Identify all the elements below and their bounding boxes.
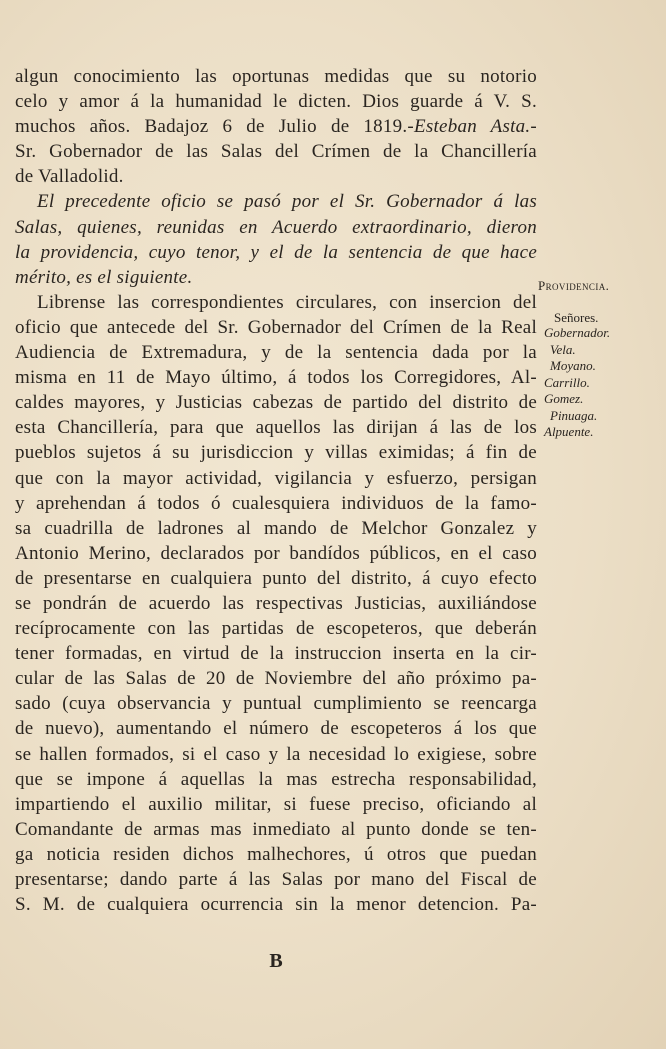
- main-text: [15, 64, 537, 917]
- text-segment: -: [530, 116, 537, 138]
- text-line: [15, 767, 537, 792]
- margin-name: Alpuente.: [544, 424, 594, 439]
- text-segment: impartiendo el auxilio militar, si fuese preciso, oficiando al: [15, 793, 537, 815]
- text-line: [15, 89, 537, 114]
- text-segment: El precedente oficio se pasó por el Sr. Gobernador á las: [37, 191, 537, 213]
- text-segment: Audiencia de Extremadura, y de la sentencia dada por la: [15, 342, 537, 364]
- text-segment: de Valladolid.: [15, 166, 124, 188]
- text-line: [15, 139, 537, 164]
- text-line: [15, 892, 537, 917]
- text-line: [15, 541, 537, 566]
- text-line: [15, 189, 537, 214]
- text-segment: que con la mayor actividad, vigilancia y esfuerzo, persigan: [15, 467, 537, 489]
- text-segment: Sr. Gobernador de las Salas del Crímen de la Chancillería: [15, 141, 537, 163]
- text-line: [15, 516, 537, 541]
- text-segment: Salas, quienes, reunidas en Acuerdo extraordinario, dieron: [15, 216, 537, 238]
- text-line: [15, 616, 537, 641]
- text-line: [15, 114, 537, 139]
- text-segment: Librense las correspondientes circulares, con insercion del: [37, 291, 537, 313]
- text-line: [15, 265, 537, 290]
- text-segment: Comandante de armas mas inmediato al punto donde se ten-: [15, 818, 537, 840]
- text-segment: S. M. de cualquiera ocurrencia sin la menor detencion. Pa-: [15, 894, 537, 916]
- text-segment: Antonio Merino, declarados por bandídos públicos, en el caso: [15, 542, 537, 564]
- text-segment: celo y amor á la humanidad le dicten. Dios guarde á V. S.: [15, 91, 537, 113]
- text-segment: se hallen formados, si el caso y la necesidad lo exigiese, sobre: [15, 743, 537, 765]
- text-line: [15, 742, 537, 767]
- text-line: [15, 215, 537, 240]
- text-line: [15, 365, 537, 390]
- text-segment: presentarse; dando parte á las Salas por mano del Fiscal de: [15, 869, 537, 890]
- margin-names: [538, 310, 663, 441]
- text-line: [15, 340, 537, 365]
- text-line: [15, 666, 537, 691]
- text-segment: Esteban Asta.: [413, 116, 531, 138]
- text-line: [15, 792, 537, 817]
- text-line: [15, 164, 537, 189]
- margin-name: Moyano.: [550, 358, 596, 373]
- text-segment: pueblos sujetos á su jurisdiccion y villas eximidas; á fin de: [15, 442, 537, 464]
- text-line: [15, 290, 537, 315]
- text-line: [15, 390, 537, 415]
- text-segment: mérito, es el siguiente.: [15, 266, 193, 288]
- text-segment: de nuevo), aumentando el número de escopeteros á los que: [15, 718, 537, 740]
- text-line: [15, 466, 537, 491]
- text-segment: de presentarse en cualquiera punto del distrito, á cuyo efecto: [15, 567, 537, 589]
- margin-title: Providencia.: [538, 278, 610, 293]
- margin-name: Gobernador.: [544, 325, 611, 340]
- margin-name: Vela.: [550, 341, 576, 357]
- text-segment: sa cuadrilla de ladrones al mando de Melchor Gonzalez y: [15, 517, 537, 539]
- text-line: [15, 64, 537, 89]
- text-segment: oficio que antecede del Sr. Gobernador del Crímen de la Real: [15, 316, 537, 338]
- margin-name: Gomez.: [544, 391, 584, 406]
- text-line: [15, 842, 537, 867]
- text-segment: esta Chancillería, para que aquellos las dirijan á las de los: [15, 417, 537, 439]
- text-line: [15, 491, 537, 516]
- text-line: [15, 240, 537, 265]
- text-line: [15, 641, 537, 666]
- text-line: [15, 440, 537, 465]
- text-line: [15, 817, 537, 842]
- signature-mark: B: [269, 950, 283, 972]
- text-segment: caldes mayores, y Justicias cabezas de partido del distrito de: [15, 392, 537, 414]
- text-line: [15, 315, 537, 340]
- margin-name: Pinuaga.: [550, 407, 598, 423]
- text-line: [15, 415, 537, 440]
- text-line: [15, 591, 537, 616]
- text-line: [15, 566, 537, 591]
- text-segment: tener formadas, en virtud de la instruccion inserta en la cir-: [15, 643, 537, 665]
- text-segment: cular de las Salas de 20 de Noviembre del año próximo pa-: [15, 668, 537, 690]
- text-segment: recíprocamente con las partidas de escopeteros, que deberán: [15, 618, 537, 640]
- text-segment: misma en 11 de Mayo último, á todos los Corregidores, Al-: [15, 367, 537, 389]
- margin-heading: Señores.: [554, 310, 599, 325]
- margin-note: [538, 278, 663, 441]
- margin-name: Carrillo.: [544, 374, 590, 390]
- text-segment: la providencia, cuyo tenor, y el de la sentencia de que hace: [15, 241, 537, 263]
- text-segment: algun conocimiento las oportunas medidas que su notorio: [15, 66, 537, 87]
- text-line: [15, 691, 537, 716]
- text-segment: ga noticia residen dichos malhechores, ú otros que puedan: [15, 843, 537, 865]
- text-segment: sado (cuya observancia y puntual cumplimiento se reencarga: [15, 693, 537, 715]
- text-line: [15, 716, 537, 741]
- text-segment: se pondrán de acuerdo las respectivas Justicias, auxiliándose: [15, 592, 537, 614]
- text-segment: muchos años. Badajoz 6 de Julio de 1819.-: [15, 116, 414, 138]
- text-segment: que se impone á aquellas la mas estrecha responsabilidad,: [15, 768, 537, 790]
- text-line: [15, 867, 537, 892]
- text-segment: y aprehendan á todos ó cualesquiera individuos de la famo-: [15, 492, 537, 514]
